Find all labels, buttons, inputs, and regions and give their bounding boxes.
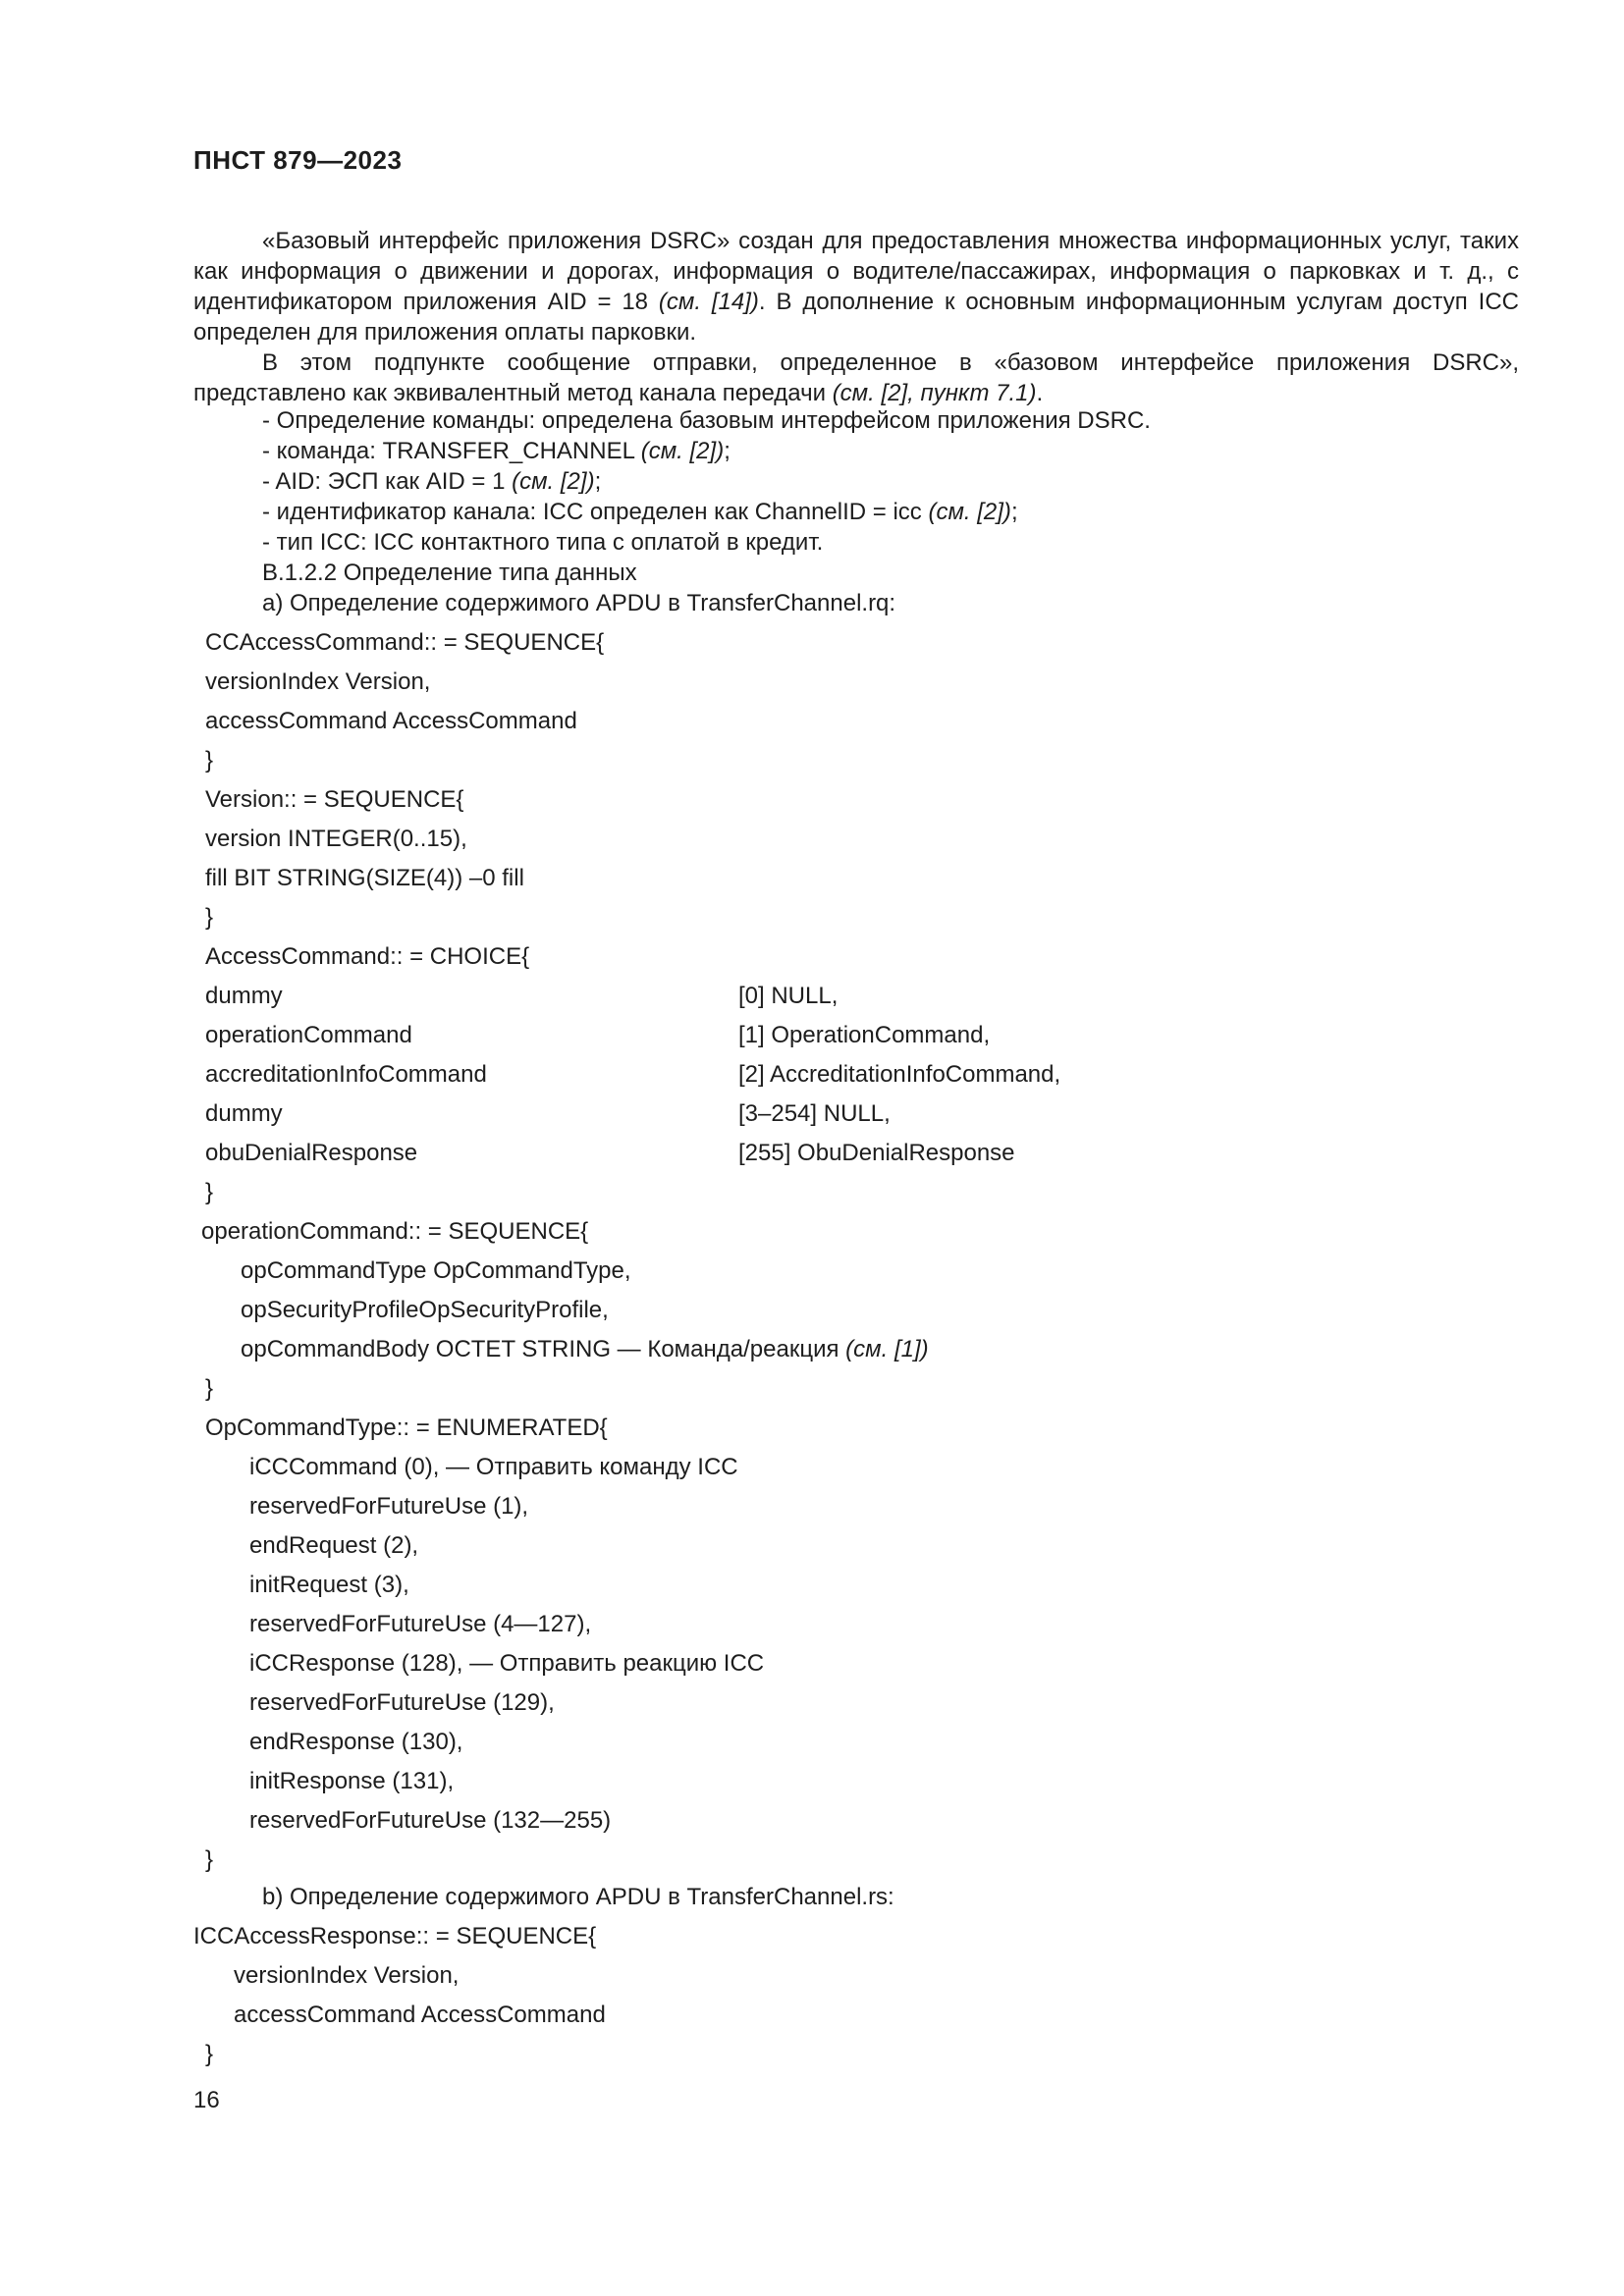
enum-item: reservedForFutureUse (132—255) — [249, 1807, 612, 1834]
choice-name: dummy — [205, 983, 283, 1009]
choice-name: accreditationInfoCommand — [205, 1061, 487, 1088]
code-brace: } — [205, 1375, 214, 1402]
enum-item: reservedForFutureUse (1), — [249, 1493, 529, 1520]
choice-value: [3–254] NULL, — [738, 1100, 891, 1127]
code-line: OpCommandType:: = ENUMERATED{ — [205, 1415, 608, 1441]
code-line: AccessCommand:: = CHOICE{ — [205, 943, 530, 970]
code-line: CCAccessCommand:: = SEQUENCE{ — [205, 629, 605, 656]
enum-item: endRequest (2), — [249, 1532, 419, 1559]
code-brace: } — [205, 1179, 214, 1205]
choice-value: [2] AccreditationInfoCommand, — [738, 1061, 1061, 1088]
enum-item: iCCCommand (0), — Отправить команду ICC — [249, 1454, 738, 1480]
choice-name: obuDenialResponse — [205, 1140, 418, 1166]
list-item-a: а) Определение содержимого APDU в TransferChannel.rq: — [262, 590, 896, 616]
code-line: opSecurityProfileOpSecurityProfile, — [241, 1297, 609, 1323]
code-line: accessCommand AccessCommand — [234, 2002, 606, 2028]
code-brace: } — [205, 1846, 214, 1873]
code-line: } — [205, 904, 214, 931]
code-line: } — [205, 747, 214, 774]
bullet-item: - идентификатор канала: ICC определен как ChannelID = icc (см. [2]); — [262, 499, 1018, 525]
code-line: fill BIT STRING(SIZE(4)) –0 fill — [205, 865, 524, 891]
enum-item: iCCResponse (128), — Отправить реакцию ICC — [249, 1650, 765, 1677]
enum-item: reservedForFutureUse (129), — [249, 1689, 555, 1716]
choice-value: [1] OperationCommand, — [738, 1022, 991, 1048]
section-heading: В.1.2.2 Определение типа данных — [262, 560, 637, 586]
page-number: 16 — [193, 2087, 220, 2113]
code-line: version INTEGER(0..15), — [205, 826, 467, 852]
bullet-item: - Определение команды: определена базовым интерфейсом приложения DSRC. — [262, 407, 1151, 434]
choice-name: operationCommand — [205, 1022, 412, 1048]
code-line: versionIndex Version, — [205, 668, 431, 695]
enum-item: reservedForFutureUse (4—127), — [249, 1611, 592, 1637]
code-line: Version:: = SEQUENCE{ — [205, 786, 464, 813]
bullet-item: - команда: TRANSFER_CHANNEL (см. [2]); — [262, 438, 731, 464]
bullet-item: - AID: ЭСП как AID = 1 (см. [2]); — [262, 468, 602, 495]
intro-block — [193, 226, 1519, 408]
enum-item: initRequest (3), — [249, 1572, 409, 1598]
intro-paragraph-2: В этом подпункте сообщение отправки, определенное в «базовом интерфейсе приложения DSRC», представлено как эквивалентный метод канала передачи (см. [2], пункт 7.1). — [193, 349, 1519, 406]
list-item-b: b) Определение содержимого APDU в TransferChannel.rs: — [262, 1884, 894, 1910]
enum-item: endResponse (130), — [249, 1729, 463, 1755]
code-line: versionIndex Version, — [234, 1962, 460, 1989]
enum-item: initResponse (131), — [249, 1768, 455, 1794]
code-line: opCommandBody OCTET STRING — Команда/реакция (см. [1]) — [241, 1336, 929, 1362]
code-brace: } — [205, 2041, 214, 2067]
code-line: accessCommand AccessCommand — [205, 708, 577, 734]
intro-paragraph-1: «Базовый интерфейс приложения DSRC» создан для предоставления множества информационных услуг, таких как информация о движении и дорогах, информация о водителе/пассажирах, информация о парковках и т. д., с идентификатором приложения AID = 18 (см. [14]). В дополнение к основным информационным услугам доступ ICC определен для приложения оплаты парковки. — [193, 228, 1519, 346]
code-line: ICCAccessResponse:: = SEQUENCE{ — [193, 1923, 597, 1949]
code-line: opCommandType OpCommandType, — [241, 1257, 631, 1284]
code-line: operationCommand:: = SEQUENCE{ — [201, 1218, 589, 1245]
choice-name: dummy — [205, 1100, 283, 1127]
choice-value: [0] NULL, — [738, 983, 839, 1009]
choice-value: [255] ObuDenialResponse — [738, 1140, 1015, 1166]
bullet-item: - тип ICC: ICC контактного типа с оплатой в кредит. — [262, 529, 824, 556]
document-header: ПНСТ 879—2023 — [193, 145, 403, 175]
